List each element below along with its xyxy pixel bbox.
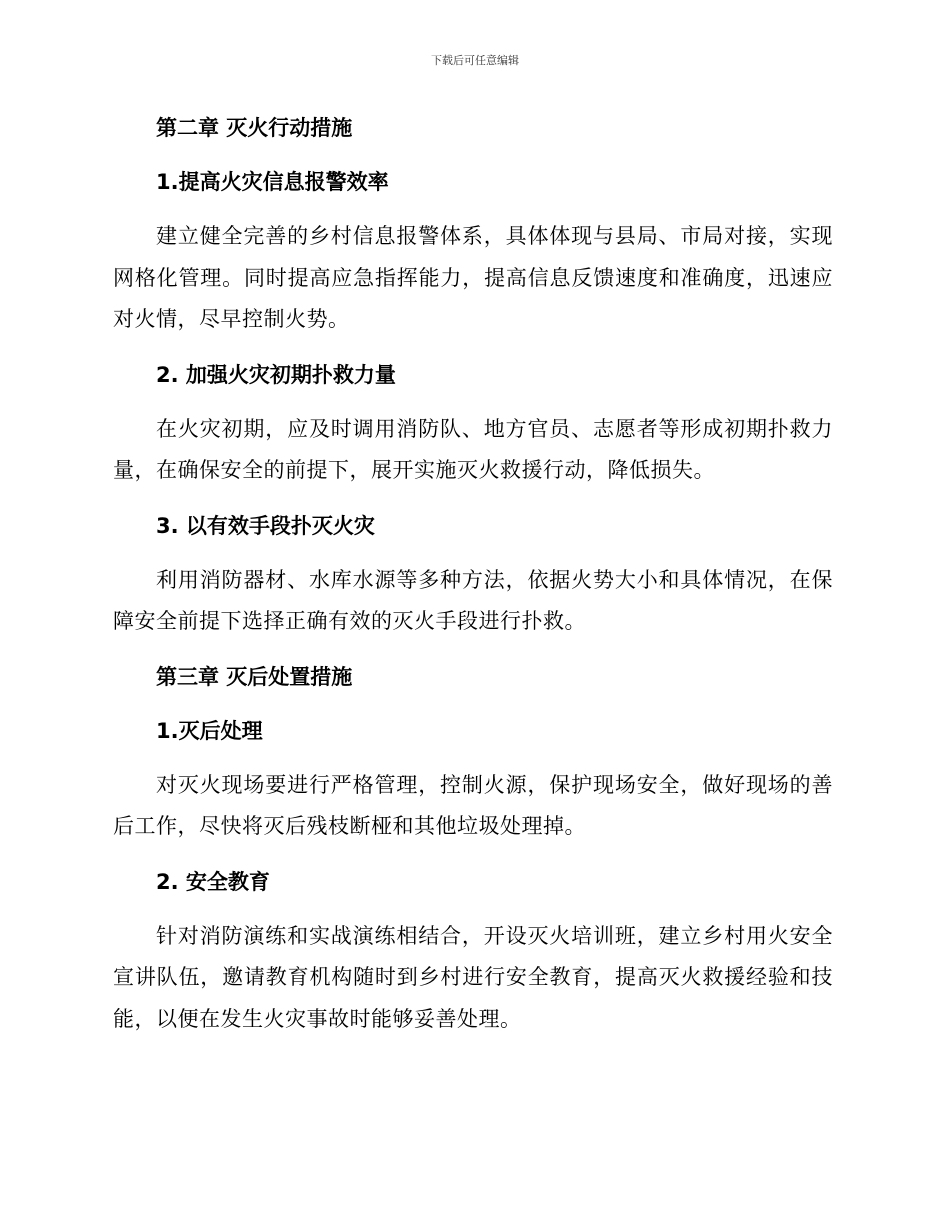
section-paragraph: 利用消防器材、水库水源等多种方法，依据火势大小和具体情况，在保障安全前提下选择正确有效的灭火手段进行扑救。 xyxy=(113,567,833,633)
section-heading: 2. 安全教育 xyxy=(156,869,270,894)
section-paragraph: 建立健全完善的乡村信息报警体系，具体体现与县局、市局对接，实现网格化管理。同时提高应急指挥能力，提高信息反馈速度和准确度，迅速应对火情，尽早控制火势。 xyxy=(113,224,833,331)
chapter-heading: 第三章 灭后处置措施 xyxy=(156,664,353,689)
document-body xyxy=(113,108,833,1040)
section-heading: 1.提高火灾信息报警效率 xyxy=(156,170,389,194)
section-heading: 2. 加强火灾初期扑救力量 xyxy=(156,362,396,387)
section-paragraph: 对灭火现场要进行严格管理，控制火源，保护现场安全，做好现场的善后工作，尽快将灭后残枝断桠和其他垃圾处理掉。 xyxy=(113,772,833,838)
section-heading: 1.灭后处理 xyxy=(156,718,263,743)
chapter-heading: 第二章 灭火行动措施 xyxy=(156,116,353,140)
section-paragraph: 在火灾初期，应及时调用消防队、地方官员、志愿者等形成初期扑救力量，在确保安全的前提下，展开实施灭火救援行动，降低损失。 xyxy=(113,416,833,482)
page-header-note: 下载后可任意编辑 xyxy=(431,54,519,67)
section-paragraph: 针对消防演练和实战演练相结合，开设灭火培训班，建立乡村用火安全宣讲队伍，邀请教育机构随时到乡村进行安全教育，提高灭火救援经验和技能，以便在发生火灾事故时能够妥善处理。 xyxy=(113,923,833,1031)
section-heading: 3. 以有效手段扑灭火灾 xyxy=(156,513,375,538)
